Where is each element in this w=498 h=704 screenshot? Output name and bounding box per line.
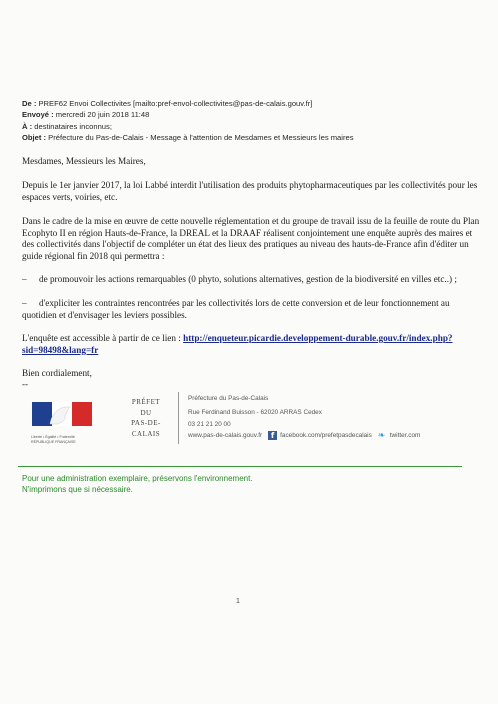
- salutation: Mesdames, Messieurs les Maires,: [22, 156, 146, 166]
- eco-divider: [18, 466, 462, 467]
- sent-value: mercredi 20 juin 2018 11:48: [55, 110, 150, 120]
- from-row: [22, 98, 482, 109]
- prefet-line: DU: [140, 408, 152, 417]
- signature-separator: --: [22, 379, 28, 389]
- facebook-icon: f: [268, 431, 277, 440]
- bullet-item: [22, 274, 480, 286]
- logo-caption: [31, 435, 91, 444]
- from-value: PREF62 Envoi Collectivites [mailto:pref-envol-collectivites@pas-de-calais.gouv.fr]: [38, 99, 313, 108]
- paragraph-enquete: Dans le cadre de la mise en œuvre de cette nouvelle réglementation et du groupe de travail issu de la feuille de route du Plan Ecophyto II en région Hauts-de-France, la DREAL et la DRAAF réalisent conjointement une enquête auprès des maires et des collectivités dans l'objectif de compléter un état des lieux des pratiques au niveau des hauts-de-France afin d'éditer un guide régional fin 2018 qui permettra :: [22, 216, 480, 261]
- signature-divider: [178, 392, 179, 444]
- link-paragraph: [22, 333, 480, 356]
- twitter-icon: ❧: [377, 430, 386, 440]
- subject-value: Préfecture du Pas-de-Calais - Message à l'attention de Mesdames et Messieurs les maires: [48, 132, 354, 142]
- link-intro: L'enquête est accessible à partir de ce lien :: [22, 333, 184, 343]
- email-header: [22, 98, 482, 143]
- logo-republique: RÉPUBLIQUE FRANÇAISE: [31, 439, 76, 444]
- to-value: destinataires inconnus;: [34, 121, 112, 131]
- bullet-text: de promouvoir les actions remarquables (0 phyto, solutions alternatives, gestion de la biodiversité en villes etc..) ;: [39, 274, 457, 284]
- eco-line: N'imprimons que si nécessaire.: [22, 484, 133, 494]
- prefet-line: PAS-DE-CALAIS: [131, 419, 161, 438]
- prefet-title: [118, 397, 174, 439]
- logo-motto: Liberté • Égalité • Fraternité: [31, 435, 75, 439]
- eco-note: [22, 474, 462, 495]
- bullet-marker: –: [22, 274, 27, 284]
- sent-row: [22, 109, 482, 120]
- subject-row: [22, 132, 482, 143]
- marianne-emblem-icon: [30, 398, 94, 434]
- org-name: Préfecture du Pas-de-Calais: [188, 395, 269, 402]
- subject-label: Objet :: [22, 132, 47, 142]
- prefet-line: PRÉFET: [131, 398, 161, 406]
- paragraph-loi-labbe: Depuis le 1er janvier 2017, la loi Labbé interdit l'utilisation des produits phytopharmaceutiques par les collectivités pour les espaces verts, voiries, etc.: [22, 180, 478, 202]
- to-label: À :: [22, 121, 33, 131]
- eco-line: Pour une administration exemplaire, préservons l'environnement.: [22, 474, 253, 483]
- survey-link[interactable]: http://enqueteur.picardie.developpement-durable.gouv.fr/index.php?sid=98498&lang=fr: [22, 333, 453, 355]
- bullet-text: d'expliciter les contraintes rencontrées par les collectivités lors de cette conversion et de leur fonctionnement au quotidien et d'envisager les leviers possibles.: [22, 298, 450, 320]
- facebook-link[interactable]: facebook.com/prefetpasdecalais: [280, 432, 372, 439]
- social-links: [188, 431, 488, 440]
- org-address: Rue Ferdinand Buisson - 62020 ARRAS Cedex: [188, 409, 322, 416]
- to-row: [22, 121, 482, 132]
- sent-label: Envoyé :: [22, 110, 54, 120]
- bullet-item: [22, 298, 480, 321]
- closing: Bien cordialement,: [22, 368, 92, 378]
- twitter-link[interactable]: twitter.com: [389, 432, 421, 439]
- page-number: 1: [236, 598, 240, 605]
- website-link[interactable]: www.pas-de-calais.gouv.fr: [188, 432, 263, 439]
- from-label: De :: [22, 99, 37, 108]
- org-phone: 03 21 21 20 00: [188, 421, 231, 428]
- bullet-marker: –: [22, 298, 27, 308]
